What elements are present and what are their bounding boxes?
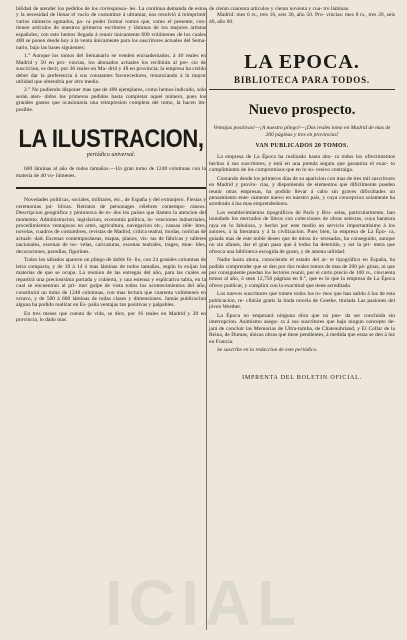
left-paragraph: En tres meses que cuenta de vida, se dice, por 16 reales en Madrid y 20 en provincia, lo dado mas (16, 310, 206, 324)
ilustracion-title: LA ILUSTRACION, (18, 124, 204, 154)
right-paragraph: Los nuevos suscritores que tomen todos los to- mos que han salido á luz de esta publicacion, re- cibirán gratis la linda novela de Goethe, titulada Las pasiones del jóven Werther. (209, 291, 395, 311)
right-paragraph: Nadie hasta ahora, conociendo el estado del ar- te tipográfico en España, ha podido comprender que se den por dos reales tomos de mas de 200 pá- ginas, ni que por consiguiente puedan los lectores reunir, por el corto precio de 100 rs., cincuenta tomos al año, ó sean 12,750 páginas en 8.°, que es lo que la empresa de La Época ofrece publicar, y cumplirá con la exactitud que tiene acreditada. (209, 257, 395, 289)
right-column (209, 6, 395, 381)
price-list: Madrid: mes 6 rs., tres 16, seis 30, año 50. Pro- vincias: mes 8 rs., tres 20, seis 40, año 60. (209, 12, 395, 25)
right-paragraph: de ciento cuarenta artículos y ciento noventa y cua- tro láminas. (209, 6, 350, 12)
epoca-title: LA EPOCA. (244, 51, 360, 74)
left-paragraph: 2.° No pudiendo disponer mas que de 400 ejemplares, como hemos indicado, solo serán aten- didos los primeros pedidos hasta completar aquel número, pues los grandes gastos que ocasionaria una reimpresion completa del tomo, la hacen im- posible. (16, 87, 206, 113)
right-paragraph: La empresa de La Época ha realizado hasta aho- ra todos los ofrecimientos hechos á sus suscritores, y está en una prenda segura que garantiza el exac- to cumplimiento de los compromisos que en lo su- cesivo contraiga. (209, 154, 395, 174)
imprenta-footer: IMPRENTA DEL BOLETIN OFICIAL. (242, 375, 362, 382)
left-paragraph: Novedades políticas, sociales, militares, etc., de España y del extranjero. Fiestas y ceremonias pú- blicas. Retratos de personages célebres contempo- ráneos. Descripcion geográfica y pintoresca de to- dos los países que llamen la atencion del momento. Administracion, legislacion, economía política, in- venciones industriales, procedimientos ventajosos en artes, agricultura, navegacion etc., causas céle- bres, novelas, cuadros de costumbres, revistas de Madrid, crítica teatral, modas, noticias de actuali- dad. Escenas contemporáneas, mapas, planos, vis- tas de fábricas y talleres nacionales, escenas de no- velas, caricaturas, escenas teatrales, trages, mue- bles, decoraciones, parodias, figurines. (16, 197, 206, 255)
prospecto-heading: Nuevo prospecto. (248, 102, 356, 119)
left-paragraph: 1.° Aunque los tomos del Semanario se venden encuadernados, á 40 reales en Madrid y 50 en pro- vincias, los abonados actuales los recibirán al pre- cio de suscricion, es decir, por 36 reales en Ma- drid y 48 en provincia; la empresa ha creido deber dar la preferencia á sus constantes favorecedores, renunciando á la mayor utilidad que obtendría por otro medio. (16, 53, 206, 85)
left-column (16, 6, 206, 324)
epoca-subtitle: BIBLIOTECA PARA TODOS. (234, 75, 370, 86)
ilustracion-offer: 600 láminas al año de todos tamaños.—Un gran tomo de 1248 columnas con la materia de 40 vo- lúmenes. (16, 166, 206, 179)
ventajas-line: Ventajas positivas!—¡A nuestro pliego!—¡Dos reales tomo en Madrid de mas de 200 páginas y tres en provincias! (213, 125, 391, 138)
right-paragraph: La Época no empezará ninguna obra que no pue- da ser concluida sin interrupcion. Asimismo asegu- ra á sus suscritores que bajo ningun concepto de- jará de concluir las Memorias de Ultra-tumba, de Chateaubriand, y El Collar de la Reina, de Dumas, únicas obras que tiene pendientes, á medida que estas se den á luz en Francia. (209, 312, 395, 345)
ilustracion-subtitle: periódico universal. (86, 152, 136, 159)
left-paragraph: Todos los sábados aparece un pliego de doble fó- lio, con 24 grandes columnas de letra compacta, y de 10 á 14 ó mas láminas de todos tamaños, según lo exijan las materias de que se ocupa. La reunion de las entregas del año, para las cuales se repartirá una preciosísima portada y cubierta, y una estensa y esplicativa tabla, en la cual se encuentran al pri- mer golpe de vista todos los acontecimientos del año, constituirá un tomo de 1248 columnas, con mas lectura que cuarenta volúmenes en octavo, y de 500 á 600 láminas de todas clases y dimensiones. Jamás publicacion alguna ha podido realizar en Es- paña ventajas tan positivas y palpables. (16, 257, 206, 309)
right-paragraph: Contando desde los primeros días de su aparicion con mas de tres mil suscritores en Madrid y provin- cias, y disponiendo de elementos que difícilmente pueden reunir otras empresas, ha podido llevar á cabo sin graves dificultades un pensamiento ente- ramente nuevo en nuestro país, y cuya concepcion solamente ha arredrado á los mas emprendedores. (209, 175, 395, 208)
suscribe-note: Se suscribe en la redaccion de este periódico. (217, 346, 318, 353)
right-paragraph: Los establecimientos tipográficos de París y Bru- selas, particularmente, han inundado los mercados de libros con colecciones de obras selectas, cuya baratura raya en lo fabuloso, y hecho por este medio un servicio importantísimo á los autores, á la literatura y á la civilizacion. Pues bien, la empresa de La Épo- ca, guiada mas de este noble deseo que de miras in- teresadas, ha conseguido, aunque no sin afanes, dar el gran paso que á todos ha detenido, y ser la pri- mera que ofrezca una biblioteca escogida de gusto, y de amena utilidad. (209, 209, 395, 255)
column-divider (206, 8, 207, 630)
left-paragraph: bilidad de atender los pedidos de los corresponsa- les. La contínua demanda de estos y la necesidad de llenar el vacío de costumbre á ultramar, nos resolvió á reimprimir varios números agotados, pa- ra poder formar tomos que, como el presente, con- tienen artículos de nuestros primeros escritores y láminas de los mejores artistas españoles; con esto hemos llegado á reunir únicamente 600 volúmenes de los cuales 400 se ponen desde hoy á la venta únicamente para los suscritores actuales del Sema- nario, bajo las bases siguientes: (16, 6, 206, 51)
watermark: ICIAL (104, 567, 303, 639)
section-rule (209, 89, 395, 90)
section-rule (16, 187, 206, 189)
tomos-heading: VAN PUBLICADOS 20 TOMOS. (255, 143, 349, 150)
